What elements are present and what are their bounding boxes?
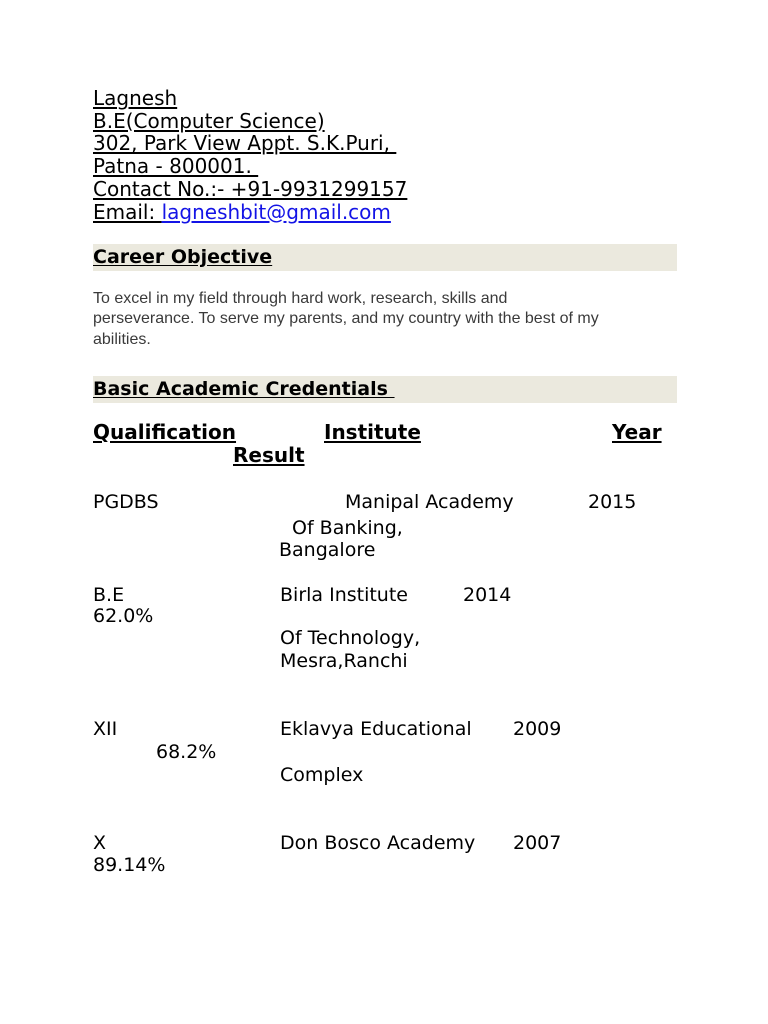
objective-line: To excel in my field through hard work, research, skills and xyxy=(93,290,508,307)
year-cell: 2014 xyxy=(463,584,512,606)
year-cell: 2009 xyxy=(513,718,562,740)
column-header-institute: Institute xyxy=(324,420,421,444)
objective-line: perseverance. To serve my parents, and my country with the best of my xyxy=(93,310,599,328)
email-link[interactable]: lagneshbit@gmail.com xyxy=(161,199,391,224)
column-header-result: Result xyxy=(233,443,305,467)
contact-address-line2: Patna - 800001. xyxy=(93,154,259,179)
institute-cell: Don Bosco Academy xyxy=(280,832,476,854)
institute-cell: Birla Institute xyxy=(280,584,408,606)
institute-cell-cont: Of Technology, xyxy=(280,627,421,649)
academics-heading: Basic Academic Credentials xyxy=(93,378,395,400)
column-header-qualification: Qualification xyxy=(93,420,237,444)
career-objective-paragraph xyxy=(93,289,599,350)
contact-block xyxy=(93,87,407,223)
result-cell: 89.14% xyxy=(93,854,166,876)
qualification-cell: B.E xyxy=(93,584,125,606)
contact-email-line xyxy=(93,201,407,224)
institute-cell: Manipal Academy xyxy=(345,491,514,513)
result-cell: 62.0% xyxy=(93,605,154,627)
academics-heading-bar xyxy=(93,376,677,403)
qualification-cell: PGDBS xyxy=(93,491,159,513)
contact-degree: B.E(Computer Science) xyxy=(93,108,325,133)
year-cell: 2015 xyxy=(588,491,637,513)
qualification-cell: X xyxy=(93,832,107,854)
column-header-year: Year xyxy=(612,420,662,444)
career-objective-heading: Career Objective xyxy=(93,246,273,268)
year-cell: 2007 xyxy=(513,832,562,854)
email-label: Email: xyxy=(93,199,162,224)
institute-cell-cont: Of Banking, xyxy=(292,517,403,539)
result-cell: 68.2% xyxy=(156,741,217,763)
institute-cell: Eklavya Educational xyxy=(280,718,472,740)
contact-phone: Contact No.:- +91-9931299157 xyxy=(93,176,408,201)
objective-line: abilities. xyxy=(93,330,151,348)
qualification-cell: XII xyxy=(93,718,118,740)
institute-cell-cont: Complex xyxy=(280,764,364,786)
contact-name: Lagnesh xyxy=(93,86,178,110)
contact-address-line1: 302, Park View Appt. S.K.Puri, xyxy=(93,131,397,156)
career-objective-heading-bar xyxy=(93,244,677,271)
institute-cell-cont: Mesra,Ranchi xyxy=(280,650,408,672)
institute-cell-cont: Bangalore xyxy=(279,539,376,561)
